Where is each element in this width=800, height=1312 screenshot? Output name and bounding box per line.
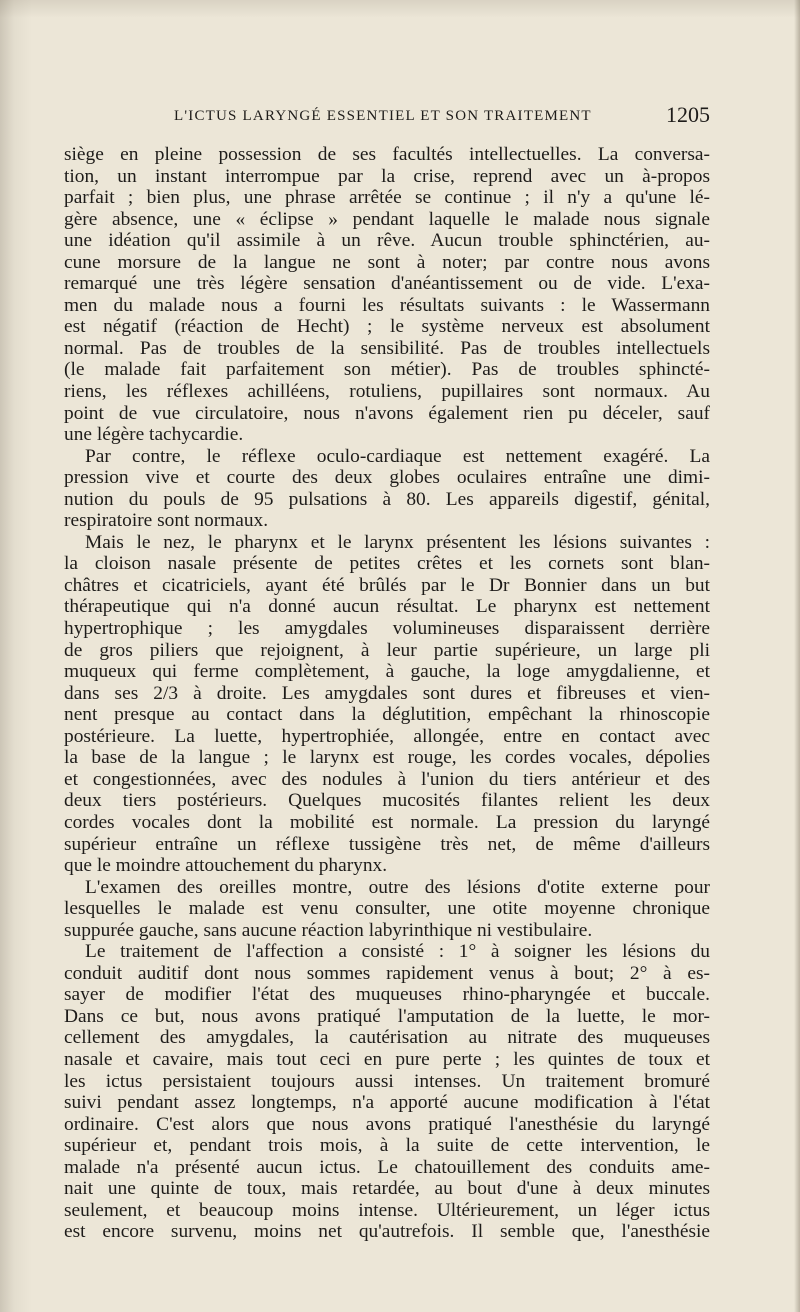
text-line: parfait ; bien plus, une phrase arrêtée se continue ; il n'y a qu'une lé- <box>64 187 710 209</box>
text-line: normal. Pas de troubles de la sensibilité. Pas de troubles intellectuels <box>64 337 710 359</box>
body-text <box>64 144 710 1243</box>
text-line: sayer de modifier l'état des muqueuses rhino-pharyngée et buccale. <box>64 984 710 1006</box>
text-line: est négatif (réaction de Hecht) ; le système nerveux est absolument <box>64 316 710 338</box>
text-line: dans ses 2/3 à droite. Les amygdales sont dures et fibreuses et vien- <box>64 682 710 704</box>
text-line: men du malade nous a fourni les résultats suivants : le Wassermann <box>64 294 710 316</box>
text-line: seulement, et beaucoup moins intense. Ultérieurement, un léger ictus <box>64 1199 710 1221</box>
text-line: pression vive et courte des deux globes oculaires entraîne une dimi- <box>64 467 710 489</box>
text-line: cellement des amygdales, la cautérisation au nitrate des muqueuses <box>64 1027 710 1049</box>
text-line: riens, les réflexes achilléens, rotuliens, pupillaires sont normaux. Au <box>64 381 710 403</box>
text-line: postérieure. La luette, hypertrophiée, allongée, entre en contact avec <box>64 725 710 747</box>
text-line: siège en pleine possession de ses facultés intellectuelles. La conversa- <box>64 144 710 165</box>
text-line: une idéation qu'il assimile à un rêve. Aucun trouble sphinctérien, au- <box>64 230 710 252</box>
text-line: deux tiers postérieurs. Quelques mucosités filantes relient les deux <box>64 790 710 812</box>
text-line: tion, un instant interrompue par la crise, reprend avec un à-propos <box>64 165 710 187</box>
text-line: châtres et cicatriciels, ayant été brûlés par le Dr Bonnier dans un but <box>64 574 710 596</box>
text-line: cune morsure de la langue ne sont à noter; par contre nous avons <box>64 251 710 273</box>
page-number: 1205 <box>666 102 710 127</box>
page-edge-shadow <box>794 0 800 1312</box>
text-line: nasale et cavaire, mais tout ceci en pure perte ; les quintes de toux et <box>64 1048 710 1070</box>
text-line: Dans ce but, nous avons pratiqué l'amputation de la luette, le mor- <box>64 1005 710 1027</box>
text-line: est encore survenu, moins net qu'autrefois. Il semble que, l'anesthésie <box>64 1221 710 1243</box>
text-line: nution du pouls de 95 pulsations à 80. Les appareils digestif, génital, <box>64 488 710 510</box>
text-line: suppurée gauche, sans aucune réaction labyrinthique ni vestibulaire. <box>64 919 593 941</box>
text-line: (le malade fait parfaitement son métier). Pas de troubles sphincté- <box>64 359 710 381</box>
text-line: Mais le nez, le pharynx et le larynx présentent les lésions suivantes : <box>85 531 710 553</box>
text-line: nait une quinte de toux, mais retardée, au bout d'une à deux minutes <box>64 1178 710 1200</box>
text-line: une légère tachycardie. <box>64 424 244 446</box>
text-line: la base de la langue ; le larynx est rouge, les cordes vocales, dépolies <box>64 747 710 769</box>
text-line: muqueux qui ferme complètement, à gauche, la loge amygdalienne, et <box>64 661 710 683</box>
text-line: conduit auditif dont nous sommes rapidement venus à bout; 2° à es- <box>64 962 710 984</box>
text-line: Le traitement de l'affection a consisté : 1° à soigner les lésions du <box>85 941 710 963</box>
text-line: les ictus persistaient toujours aussi intenses. Un traitement bromuré <box>64 1070 710 1092</box>
text-line: hypertrophique ; les amygdales volumineuses disparaissent derrière <box>64 618 710 640</box>
text-line: supérieur et, pendant trois mois, à la suite de cette intervention, le <box>64 1135 710 1157</box>
text-line: ordinaire. C'est alors que nous avons pratiqué l'anesthésie du laryngé <box>64 1113 710 1135</box>
text-line: point de vue circulatoire, nous n'avons également rien pu déceler, sauf <box>64 402 710 424</box>
running-title: L'ICTUS LARYNGÉ ESSENTIEL ET SON TRAITEMENT <box>174 108 592 124</box>
text-line: que le moindre attouchement du pharynx. <box>64 855 388 877</box>
text-line: lesquelles le malade est venu consulter, une otite moyenne chronique <box>64 898 710 920</box>
text-line: Par contre, le réflexe oculo-cardiaque est nettement exagéré. La <box>85 445 710 467</box>
text-line: suivi pendant assez longtemps, n'a apporté aucune modification à l'état <box>64 1092 710 1114</box>
text-line: et congestionnées, avec des nodules à l'union du tiers antérieur et des <box>64 768 710 790</box>
text-line: L'examen des oreilles montre, outre des lésions d'otite externe pour <box>85 876 710 898</box>
text-line: remarqué une très légère sensation d'anéantissement ou de vide. L'exa- <box>64 273 710 295</box>
text-line: respiratoire sont normaux. <box>64 510 269 532</box>
text-line: malade n'a présenté aucun ictus. Le chatouillement des conduits ame- <box>64 1156 710 1178</box>
text-line: la cloison nasale présente de petites crêtes et les cornets sont blan- <box>64 553 710 575</box>
text-line: de gros piliers que rejoignent, à leur partie supérieure, un large pli <box>64 639 710 661</box>
text-line: cordes vocales dont la mobilité est normale. La pression du laryngé <box>64 811 710 833</box>
running-header <box>64 102 710 132</box>
text-line: supérieur entraîne un réflexe tussigène très net, de même d'ailleurs <box>64 833 710 855</box>
text-line: thérapeutique qui n'a donné aucun résultat. Le pharynx est nettement <box>64 596 710 618</box>
text-line: gère absence, une « éclipse » pendant laquelle le malade nous signale <box>64 208 710 230</box>
text-line: nent presque au contact dans la déglutition, empêchant la rhinoscopie <box>64 704 710 726</box>
